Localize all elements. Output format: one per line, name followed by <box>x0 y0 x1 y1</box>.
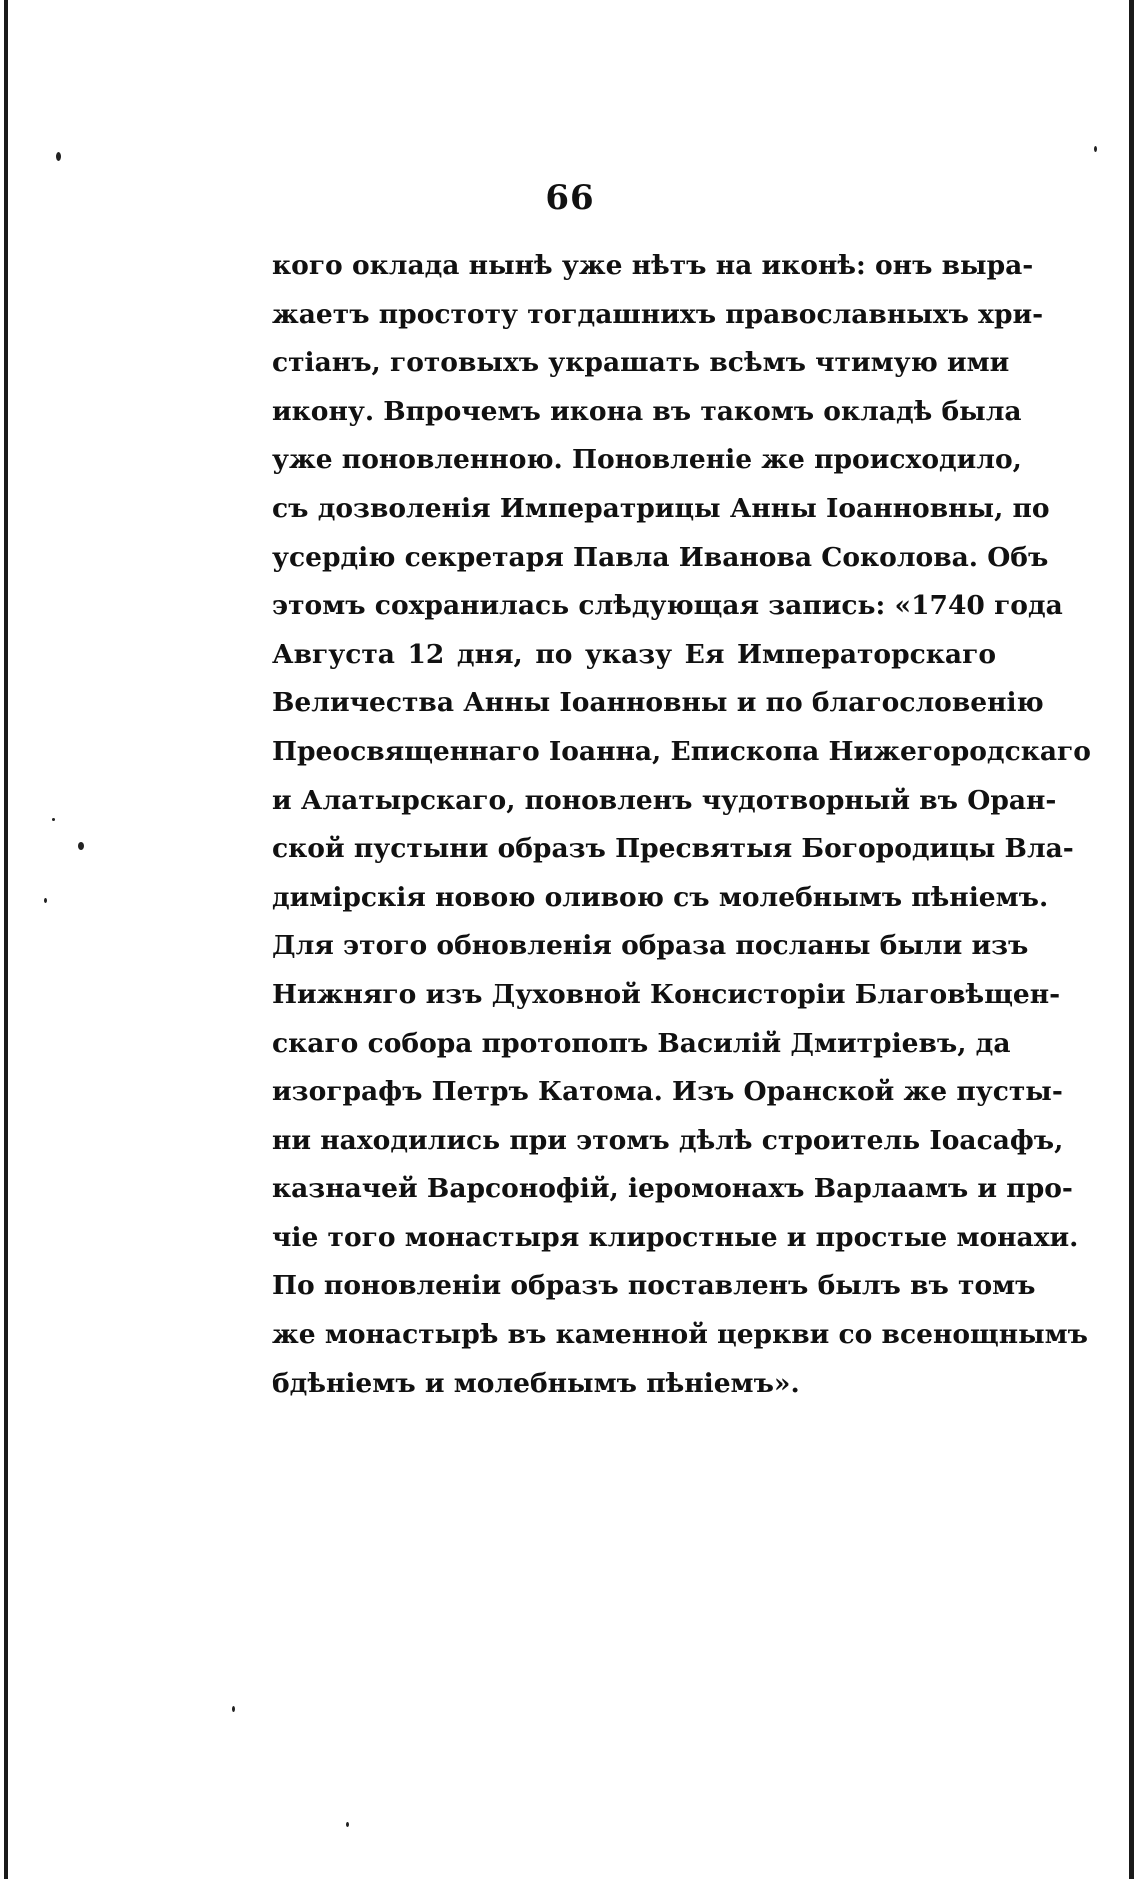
scan-speck <box>232 1706 235 1712</box>
text-line: Августа 12 дня, по указу Ея Императорскаго <box>272 638 996 670</box>
scan-edge-left <box>4 0 8 1879</box>
text-line: чіе того монастыря клиростные и простые монахи. <box>272 1221 1079 1253</box>
scan-edge-right <box>1129 0 1134 1879</box>
text-line: и Алатырскаго, поновленъ чудотворный въ Оран- <box>272 784 1057 816</box>
body-text <box>272 242 1091 1408</box>
text-line: усердію секретаря Павла Иванова Соколова. Объ <box>272 541 1049 573</box>
scan-speck <box>78 842 84 850</box>
text-line: же монастырѣ въ каменной церкви со всенощнымъ <box>272 1319 1089 1351</box>
scan-speck <box>52 818 55 821</box>
text-line: кого оклада нынѣ уже нѣтъ на иконѣ: онъ выра- <box>272 250 1034 281</box>
text-line: икону. Впрочемъ икона въ такомъ окладѣ была <box>272 395 1022 427</box>
text-line: жаетъ простоту тогдашнихъ православныхъ хри- <box>272 298 1044 330</box>
scan-speck <box>44 898 47 903</box>
text-line: бдѣніемъ и молебнымъ пѣніемъ». <box>272 1367 800 1399</box>
text-line: изографъ Петръ Катома. Изъ Оранской же пусты- <box>272 1076 1063 1108</box>
text-line: По поновленіи образъ поставленъ былъ въ томъ <box>272 1270 1036 1302</box>
text-line: казначей Варсонофій, іеромонахъ Варлаамъ и про- <box>272 1173 1073 1205</box>
text-line: ской пустыни образъ Пресвятыя Богородицы Вла- <box>272 833 1074 865</box>
text-line: стіанъ, готовыхъ украшать всѣмъ чтимую ими <box>272 347 1010 379</box>
scan-speck <box>56 152 61 161</box>
text-line: Преосвященнаго Іоанна, Епископа Нижегородскаго <box>272 735 1091 767</box>
text-line: уже поновленною. Поновленіе же происходило, <box>272 444 1022 476</box>
text-line: Нижняго изъ Духовной Консисторіи Благовѣщен- <box>272 978 1061 1010</box>
text-line: ни находились при этомъ дѣлѣ строитель Іоасафъ, <box>272 1124 1064 1156</box>
text-line: этомъ сохранилась слѣдующая запись: «1740 года <box>272 590 1063 622</box>
text-line: скаго собора протопопъ Василій Дмитріевъ, да <box>272 1027 1011 1059</box>
scan-speck <box>346 1822 349 1827</box>
text-line: съ дозволенія Императрицы Анны Іоанновны, по <box>272 492 1050 524</box>
text-line: димірскія новою оливою съ молебнымъ пѣніемъ. <box>272 881 1049 913</box>
text-line: Для этого обновленія образа посланы были изъ <box>272 930 1029 962</box>
scan-speck <box>1094 146 1097 152</box>
text-line: Величества Анны Іоанновны и по благословенію <box>272 687 1044 719</box>
page-number: 66 <box>545 178 595 218</box>
